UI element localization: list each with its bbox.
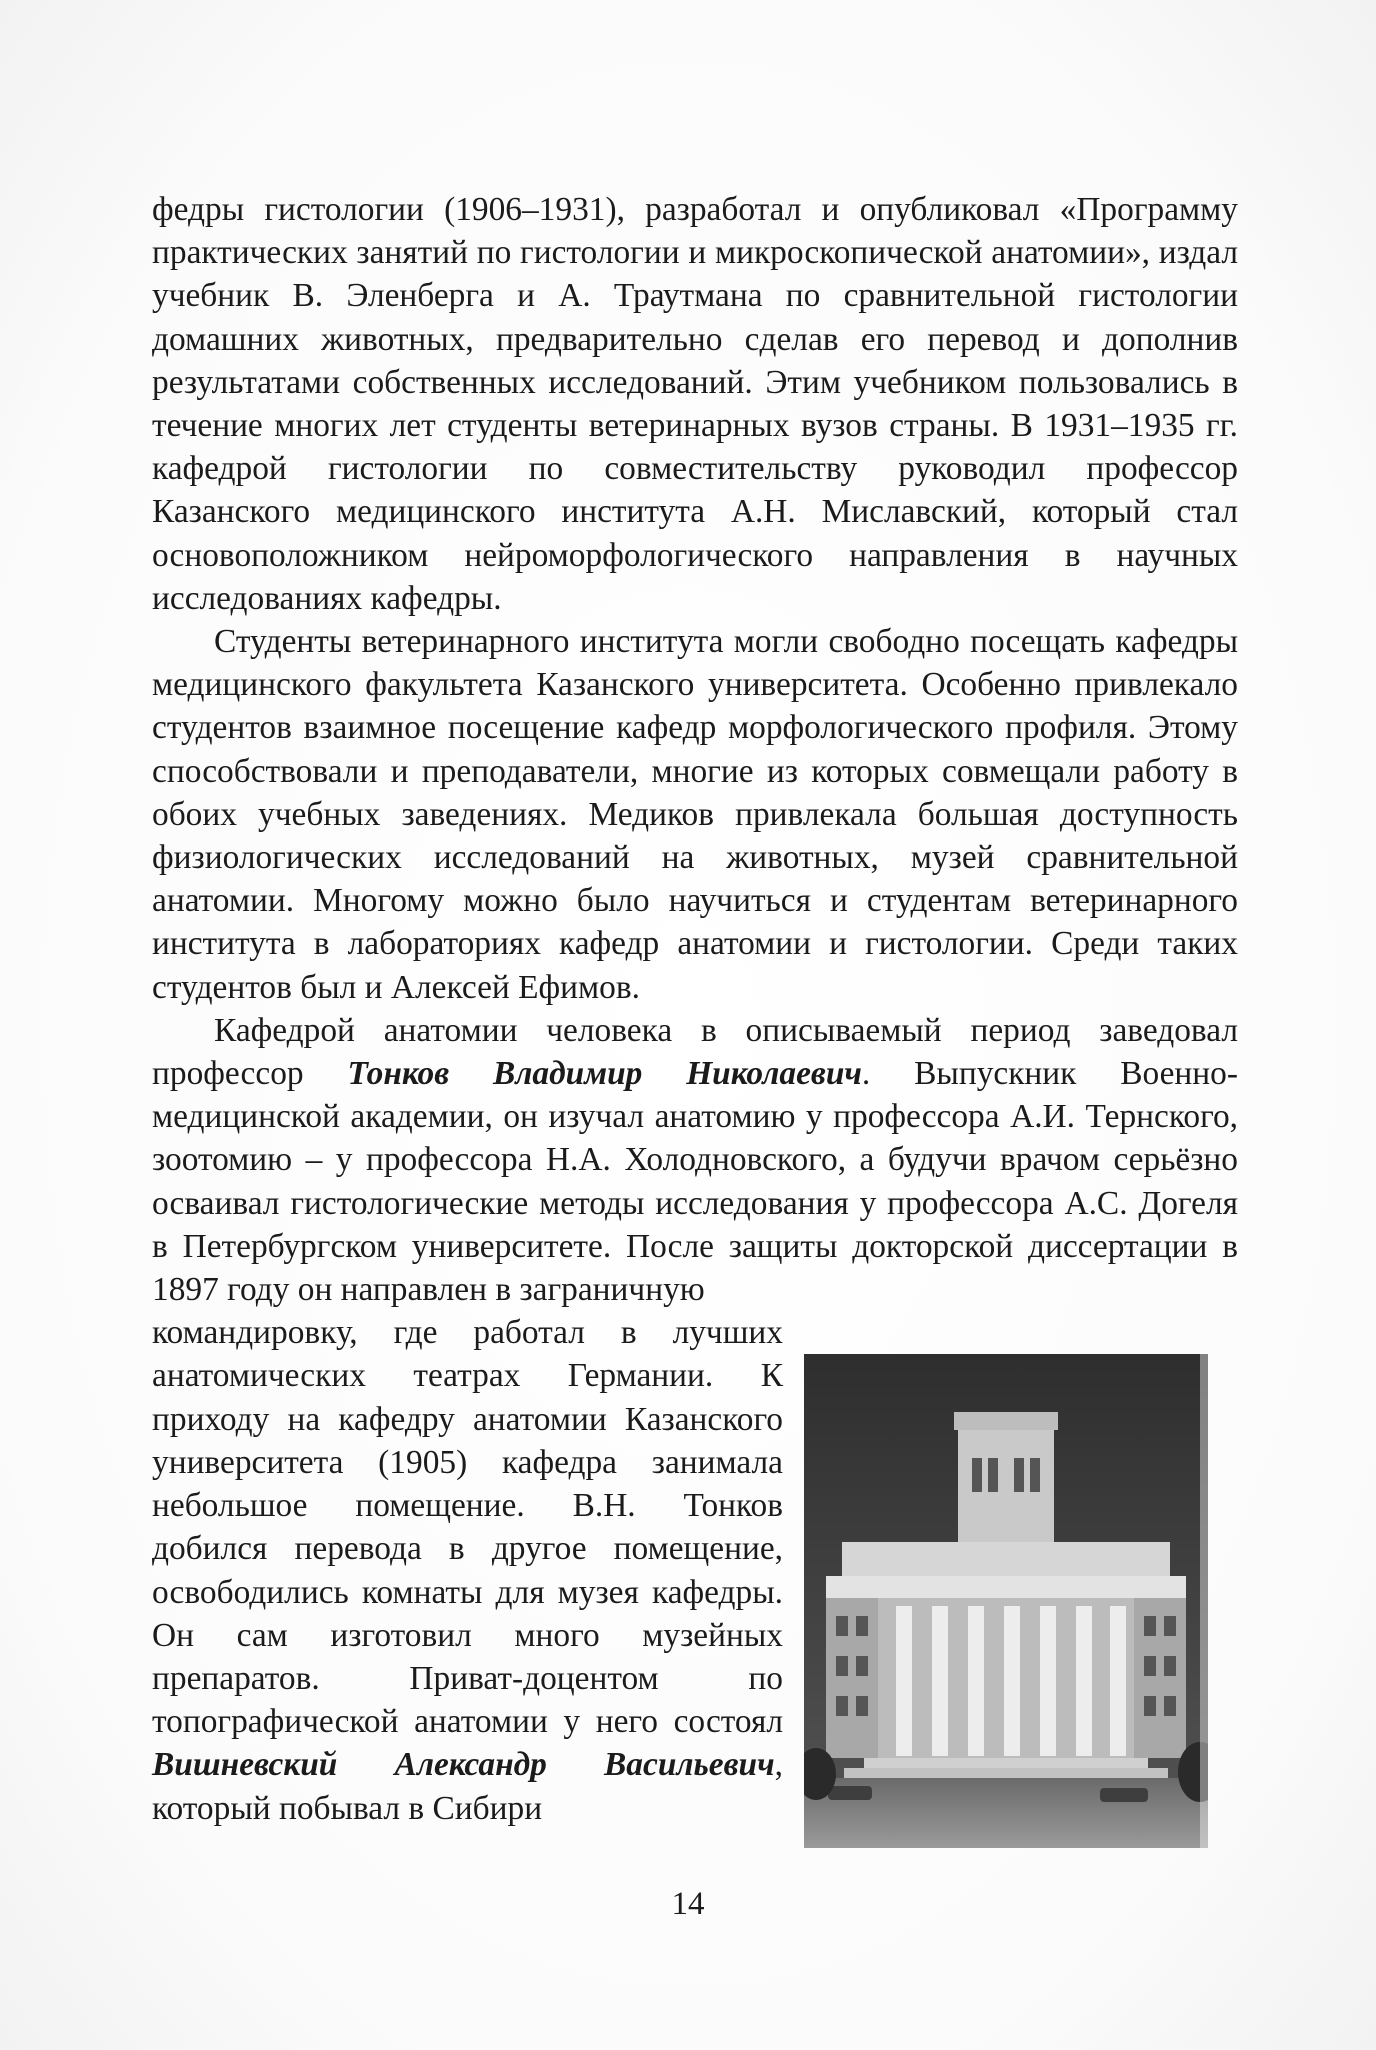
person-name-tonkov: Тонков Владимир Николаевич bbox=[347, 1055, 862, 1093]
paragraph-3-continued-text-before: командировку, где работал в лучших анатомических театрах Германии. К приходу на кафедру анатомии Казанского университета (1905) кафедра занимала небольшое помещение. В.Н. Тонков добился перевода в другое помещение, освободились комнаты для музея кафедры. Он сам изготовил много музейных препаратов. Приват-доцентом по топографической анатомии у него состоял bbox=[152, 1314, 783, 1741]
page-number: 14 bbox=[671, 1886, 705, 1922]
paragraph-3-continued-text-after: , который побывал в Сибири bbox=[152, 1746, 783, 1827]
paragraph-3-text-before: Кафедрой анатомии человека в описываемый период заведовал профессор bbox=[152, 1011, 1238, 1093]
paragraph-1: федры гистологии (1906–1931), разработал и опубликовал «Программу практических занятий по гистологии и микроскопической анатомии», издал учебник В. Эленберга и А. Траутмана по сравнительной гистологии домашних животных, предварительно сделав его перевод и дополнив результатами собственных исследований. Этим учебником пользовались в течение многих лет студенты ветеринарных вузов страны. В 1931–1935 гг. кафедрой гистологии по совместительству руководил профессор Казанского медицинского института А.Н. Миславский, который стал основоположником нейроморфологического направления в научных исследованиях кафедры. bbox=[152, 191, 1238, 617]
paragraph-3-continued bbox=[152, 1311, 783, 1829]
wrapped-text-column bbox=[152, 1311, 783, 1829]
paragraph-3 bbox=[152, 1009, 1238, 1311]
building-photo-image bbox=[804, 1354, 1208, 1848]
paragraph-3-text-after: . Выпускник Военно-медицинской академии, он изучал анатомию у профессора А.И. Тернского, зоотомию – у профессора Н.А. Холодновского, а будучи врачом серьёзно осваивал гистологические методы исследования у профессора А.С. Догеля в Петербургском университете. После защиты докторской диссертации в 1897 году он направлен в заграничную bbox=[152, 1055, 1238, 1309]
paragraph-2: Студенты ветеринарного института могли свободно посещать кафедры медицинского факультета Казанского университета. Особенно привлекало студентов взаимное посещение кафедр морфологического профиля. Этому способствовали и преподаватели, многие из которых совмещали работу в обоих учебных заведениях. Медиков привлекала большая доступность физиологических исследований на животных, музей сравнительной анатомии. Многому можно было научиться и студентам ветеринарного института в лабораториях кафедр анатомии и гистологии. Среди таких студентов был и Алексей Ефимов. bbox=[152, 623, 1238, 1006]
building-photo bbox=[804, 1354, 1208, 1848]
person-name-vishnevsky: Вишневский Александр Васильевич bbox=[152, 1746, 775, 1784]
